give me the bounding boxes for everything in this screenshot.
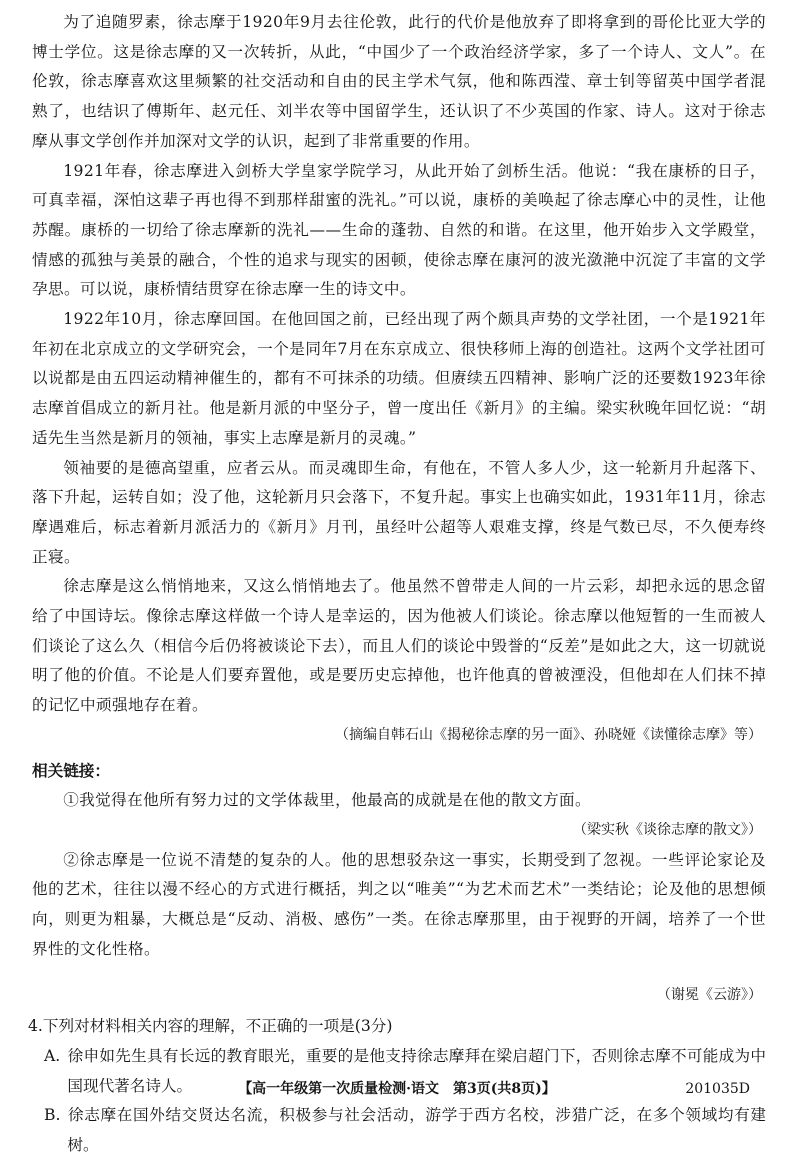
option-a-label: A. [44, 1046, 61, 1065]
option-a-text: 徐申如先生具有长远的教育眼光，重要的是他支持徐志摩拜在梁启超门下，否则徐志摩不可能成为中国现代著名诗人。 [67, 1046, 766, 1095]
option-b [44, 1101, 766, 1160]
page-footer [0, 1074, 794, 1104]
related-link-2: ②徐志摩是一位说不清楚的复杂的人。他的思想驳杂这一事实，长期受到了忽视。一些评论家论及他的艺术，往往以漫不经心的方式进行概括，判之以“唯美”“为艺术而艺术”一类结论；论及他的思想倾向，则更为粗暴，大概总是“反动、消极、感伤”一类。在徐志摩那里，由于视野的开阔，培养了一个世界性的文化性格。 [32, 850, 766, 958]
related-link-1: ①我觉得在他所有努力过的文学体裁里，他最高的成就是在他的散文方面。 [63, 791, 591, 810]
related-link-2-source: （谢冕《云游》） [657, 986, 762, 1003]
reading-material [28, 8, 766, 1161]
paragraph-5: 徐志摩是这么悄悄地来，又这么悄悄地去了。他虽然不曾带走人间的一片云彩，却把永远的思念留给了中国诗坛。像徐志摩这样做一个诗人是幸运的，因为他被人们谈论。徐志摩以他短暂的一生而被人们谈论了这么久（相信今后仍将被谈论下去），而且人们的谈论中毁誉的“反差”是如此之大，这一切就说明了他的价值。不论是人们要弃置他，或是要历史忘掉他，也许他真的曾被湮没，但他却在人们抹不掉的记忆中顽强地存在着。 [32, 577, 766, 715]
option-b-label: B. [44, 1106, 61, 1125]
paragraph-2: 1921年春，徐志摩进入剑桥大学皇家学院学习，从此开始了剑桥生活。他说：“我在康桥的日子，可真幸福，深怕这辈子再也得不到那样甜蜜的洗礼。”可以说，康桥的美唤起了徐志摩心中的灵性，让他苏醒。康桥的一切给了徐志摩新的洗礼——生命的蓬勃、自然的和谐。在这里，他开始步入文学殿堂，情感的孤独与美景的融合，个性的追求与现实的困顿，使徐志摩在康河的波光潋滟中沉淀了丰富的文学孕思。可以说，康桥情结贯穿在徐志摩一生的诗文中。 [32, 161, 766, 299]
paragraph-1: 为了追随罗素，徐志摩于1920年9月去往伦敦，此行的代价是他放弃了即将拿到的哥伦比亚大学的博士学位。这是徐志摩的又一次转折，从此，“中国少了一个政治经济学家，多了一个诗人、文人”。在伦敦，徐志摩喜欢这里频繁的社交活动和自由的民主学术气氛，他和陈西滢、章士钊等留英中国学者混熟了，也结识了傅斯年、赵元任、刘半农等中国留学生，还认识了不少英国的作家、诗人。这对于徐志摩从事文学创作并加深对文学的认识，起到了非常重要的作用。 [32, 13, 766, 150]
question-4: 4.下列对材料相关内容的理解，不正确的一项是(3分) [28, 1017, 393, 1036]
paragraph-3: 1922年10月，徐志摩回国。在他回国之前，已经出现了两个颇具声势的文学社团，一个是1921年年初在北京成立的文学研究会，一个是同年7月在东京成立、很快移师上海的创造社。这两个文学社团可以说都是由五四运动精神催生的，都有不可抹杀的功绩。但赓续五四精神、影响广泛的还要数1923年徐志摩首倡成立的新月社。他是新月派的中坚分子，曾一度出任《新月》的主编。梁实秋晚年回忆说：“胡适先生当然是新月的领袖，事实上志摩是新月的灵魂。” [32, 310, 766, 447]
related-link-1-source: （梁实秋《谈徐志摩的散文》） [573, 821, 762, 838]
related-links-heading: 相关链接： [32, 761, 110, 780]
source-citation: （摘编自韩石山《揭秘徐志摩的另一面》、孙晓娅《读懂徐志摩》等） [335, 726, 762, 743]
footer-code: 201035D [685, 1081, 750, 1097]
paragraph-4: 领袖要的是德高望重，应者云从。而灵魂即生命，有他在，不管人多人少，这一轮新月升起落下、落下升起，运转自如；没了他，这轮新月只会落下，不复升起。事实上也确实如此，1931年11月，徐志摩遇难后，标志着新月派活力的《新月》月刊，虽经叶公超等人艰难支撑，终是气数已尽，不久便寿终正寝。 [32, 458, 766, 566]
option-b-text: 徐志摩在国外结交贤达名流，积极参与社会活动，游学于西方名校，涉猎广泛，在多个领域均有建树。 [67, 1106, 766, 1155]
footer-title: 【高一年级第一次质量检测·语文 第3页(共8页)】 [238, 1081, 556, 1097]
